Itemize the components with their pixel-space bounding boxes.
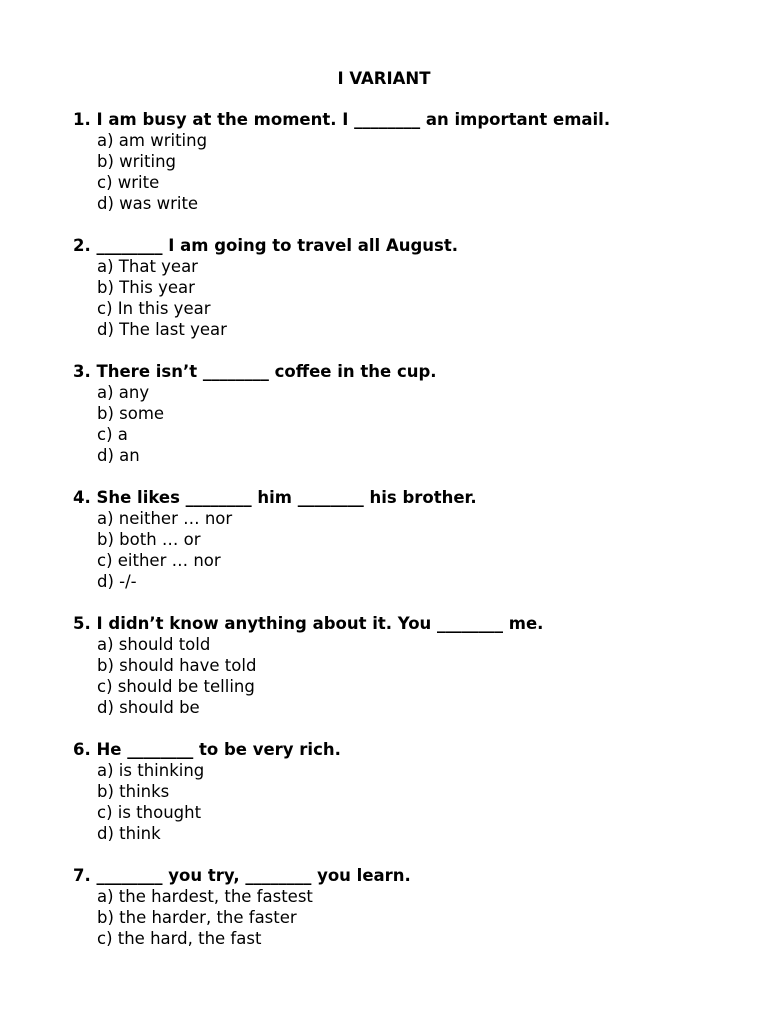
- option-c: c) the hard, the fast: [97, 929, 262, 948]
- option-d: d) think: [97, 824, 161, 843]
- option-list: [73, 130, 753, 214]
- question-7: [73, 865, 753, 949]
- option-c: c) a: [97, 425, 128, 444]
- option-c: c) In this year: [97, 299, 211, 318]
- option-a: a) neither … nor: [97, 509, 233, 528]
- question-6: [73, 739, 753, 844]
- option-c: c) write: [97, 173, 160, 192]
- option-d: d) should be: [97, 698, 200, 717]
- option-c: c) should be telling: [97, 677, 255, 696]
- option-b: b) should have told: [97, 656, 257, 675]
- option-a: a) the hardest, the fastest: [97, 887, 313, 906]
- option-a: a) am writing: [97, 131, 208, 150]
- option-b: b) some: [97, 404, 165, 423]
- option-d: d) The last year: [97, 320, 227, 339]
- option-a: a) any: [97, 383, 150, 402]
- option-c: c) either … nor: [97, 551, 221, 570]
- option-list: [73, 256, 753, 340]
- question-text: 4. She likes ________ him ________ his brother.: [73, 488, 477, 507]
- option-b: b) both … or: [97, 530, 201, 549]
- option-a: a) That year: [97, 257, 198, 276]
- option-a: a) should told: [97, 635, 211, 654]
- document-title: I VARIANT: [337, 69, 431, 88]
- option-list: [73, 886, 753, 949]
- option-list: [73, 508, 753, 592]
- question-4: [73, 487, 753, 592]
- option-b: b) writing: [97, 152, 177, 171]
- question-2: [73, 235, 753, 340]
- question-text: 7. ________ you try, ________ you learn.: [73, 866, 411, 885]
- option-b: b) the harder, the faster: [97, 908, 297, 927]
- option-list: [73, 382, 753, 466]
- option-d: d) an: [97, 446, 140, 465]
- option-d: d) was write: [97, 194, 199, 213]
- question-text: 1. I am busy at the moment. I ________ an important email.: [73, 110, 611, 129]
- option-d: d) -/-: [97, 572, 137, 591]
- option-b: b) thinks: [97, 782, 170, 801]
- option-list: [73, 760, 753, 844]
- option-a: a) is thinking: [97, 761, 205, 780]
- question-1: [73, 109, 753, 214]
- question-text: 2. ________ I am going to travel all August.: [73, 236, 459, 255]
- option-b: b) This year: [97, 278, 195, 297]
- question-list: [73, 109, 753, 970]
- question-3: [73, 361, 753, 466]
- question-text: 5. I didn’t know anything about it. You ________ me.: [73, 614, 544, 633]
- option-list: [73, 634, 753, 718]
- question-text: 3. There isn’t ________ coffee in the cup.: [73, 362, 437, 381]
- question-text: 6. He ________ to be very rich.: [73, 740, 341, 759]
- option-c: c) is thought: [97, 803, 202, 822]
- question-5: [73, 613, 753, 718]
